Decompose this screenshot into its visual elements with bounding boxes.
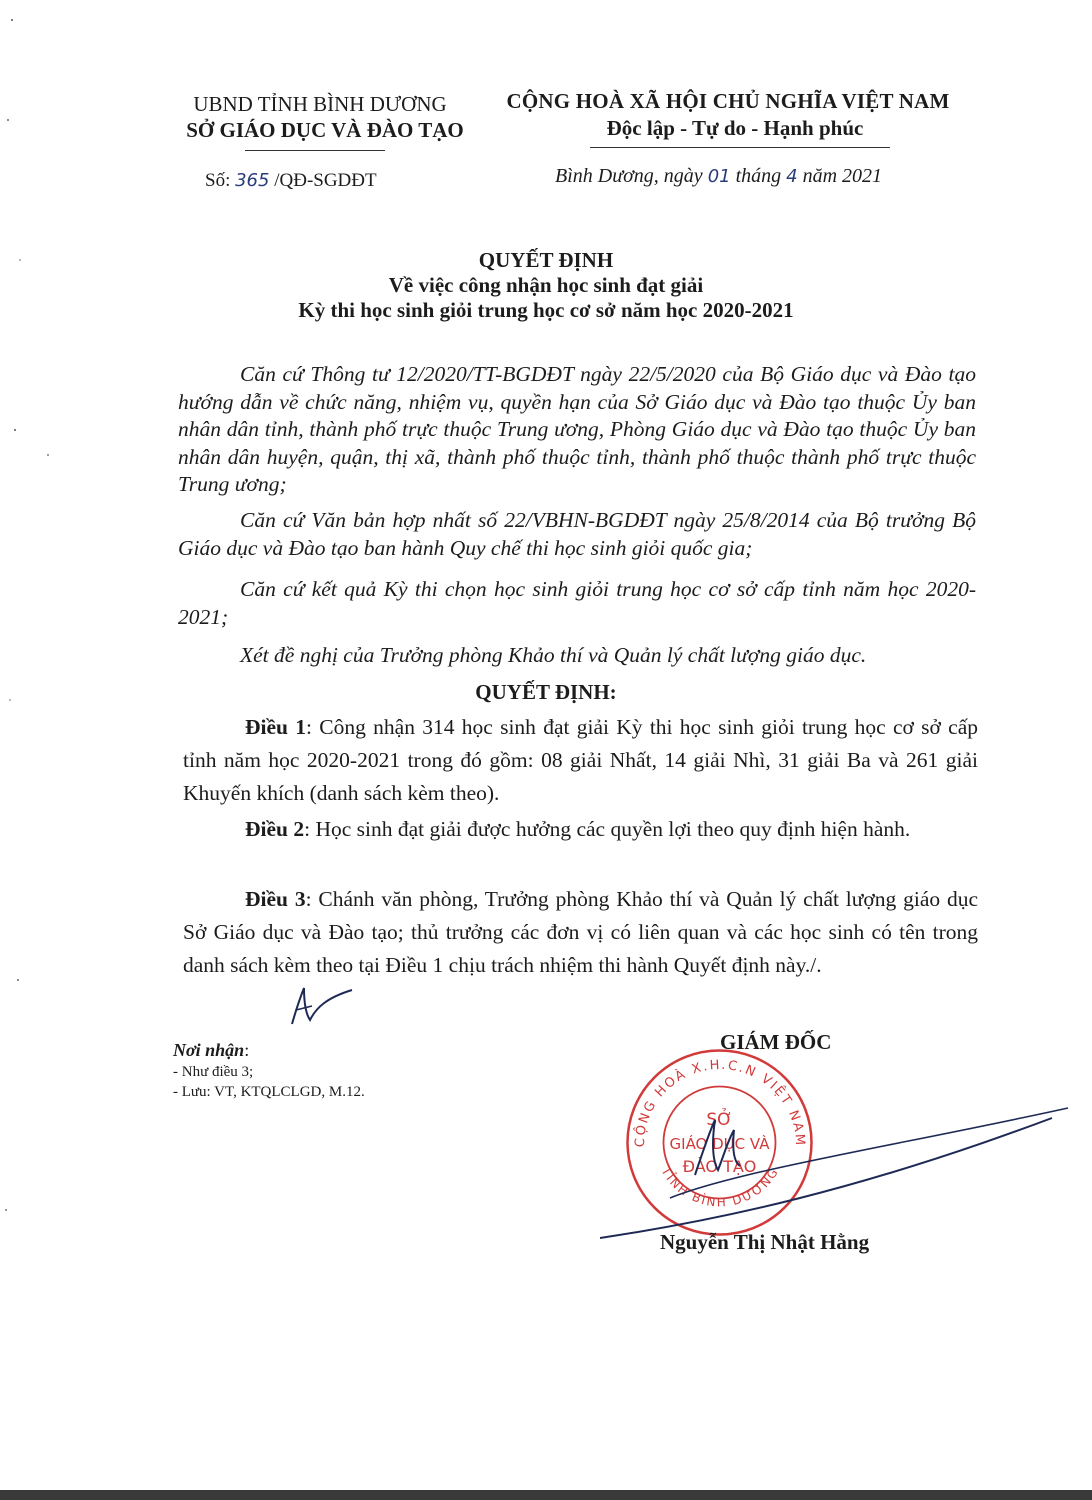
recipients-title [173, 1040, 249, 1061]
seal-center-line3: ĐÀO TẠO [682, 1157, 757, 1176]
date-day: 01 [707, 166, 731, 187]
date-mid: tháng [730, 165, 787, 187]
article-1 [183, 711, 978, 810]
handwritten-signature [600, 1100, 1070, 1240]
article-2-text: : Học sinh đạt giải được hưởng các quyền lợi theo quy định hiện hành. [304, 817, 911, 841]
legal-basis-4: Xét đề nghị của Trưởng phòng Khảo thí và Quản lý chất lượng giáo dục. [240, 643, 867, 667]
recipient-item: - Như điều 3; [173, 1064, 254, 1080]
doc-no-handwritten: 365 [235, 170, 270, 191]
decision-heading: QUYẾT ĐỊNH: [475, 680, 617, 704]
article-3-text: : Chánh văn phòng, Trưởng phòng Khảo thí và Quản lý chất lượng giáo dục Sở Giáo dục và Đào tạo; thủ trưởng các đơn vị có liên quan và các học sinh có tên trong danh sách kèm theo tại Điều 1 chịu trách nhiệm thi hành Quyết định này./. [183, 887, 978, 977]
seal-center-line2: GIÁO DỤC VÀ [669, 1135, 770, 1153]
legal-basis-3: Căn cứ kết quả Kỳ thi chọn học sinh giỏi trung học cơ sở cấp tỉnh năm học 2020-2021; [178, 577, 976, 629]
initial-mark [286, 980, 356, 1030]
recipient-item: - Lưu: VT, KTQLCLGD, M.12. [173, 1084, 365, 1100]
decision-subject: Về việc công nhận học sinh đạt giải [388, 273, 704, 297]
doc-no-prefix: Số: [205, 170, 236, 191]
authority-underline [245, 150, 385, 151]
article-1-label: Điều 1 [245, 715, 307, 739]
signer-position: GIÁM ĐỐC [720, 1030, 832, 1054]
article-3 [183, 883, 978, 982]
article-3-label: Điều 3 [245, 887, 306, 911]
date-suffix: năm 2021 [797, 165, 883, 187]
motto-underline [590, 147, 890, 148]
article-1-text: : Công nhận 314 học sinh đạt giải Kỳ thi học sinh giỏi trung học cơ sở cấp tỉnh năm học 2020-2021 trong đó gồm: 08 giải Nhất, 14 giải Nhì, 31 giải Ba và 261 giải Khuyến khích (danh sách kèm theo). [183, 715, 978, 805]
article-2 [183, 813, 978, 846]
date-prefix: Bình Dương, ngày [555, 165, 708, 187]
national-motto: Độc lập - Tự do - Hạnh phúc [606, 116, 864, 140]
seal-outer-text: CỘNG HOÀ X.H.C.N VIỆT NAM [632, 1057, 808, 1148]
date-month: 4 [786, 166, 798, 187]
recipients-colon: : [244, 1040, 250, 1060]
seal-bottom-text: TỈNH BÌNH DƯƠNG [658, 1164, 782, 1210]
issuing-department: SỞ GIÁO DỤC VÀ ĐÀO TẠO [186, 118, 464, 142]
decision-subject-exam: Kỳ thi học sinh giỏi trung học cơ sở năm học 2020-2021 [298, 298, 794, 322]
seal-center-line1: SỞ [706, 1110, 733, 1130]
doc-no-suffix: /QĐ-SGDĐT [269, 170, 377, 191]
article-2-label: Điều 2 [245, 817, 305, 841]
decision-title: QUYẾT ĐỊNH [478, 248, 614, 272]
national-title: CỘNG HOÀ XÃ HỘI CHỦ NGHĨA VIỆT NAM [506, 89, 950, 113]
legal-basis-2: Căn cứ Văn bản hợp nhất số 22/VBHN-BGDĐT ngày 25/8/2014 của Bộ trưởng Bộ Giáo dục và Đào tạo ban hành Quy chế thi học sinh giỏi quốc gia; [178, 508, 976, 560]
signer-name: Nguyễn Thị Nhật Hằng [660, 1230, 870, 1254]
recipients-label: Nơi nhận [173, 1040, 245, 1060]
issue-date [555, 165, 882, 188]
document-number [205, 170, 377, 192]
scan-edge-noise [0, 0, 60, 1500]
issuing-authority: UBND TỈNH BÌNH DƯƠNG [193, 92, 447, 116]
scan-bottom-edge [0, 1490, 1092, 1500]
legal-basis-1: Căn cứ Thông tư 12/2020/TT-BGDĐT ngày 22/5/2020 của Bộ Giáo dục và Đào tạo hướng dẫn về chức năng, nhiệm vụ, quyền hạn của Sở Giáo dục và Đào tạo thuộc Ủy ban nhân dân tỉnh, thành phố trực thuộc Trung ương, Phòng Giáo dục và Đào tạo thuộc Ủy ban nhân dân huyện, quận, thị xã, thành phố thuộc tỉnh, thành phố thuộc thành phố trực thuộc Trung ương; [178, 362, 976, 496]
